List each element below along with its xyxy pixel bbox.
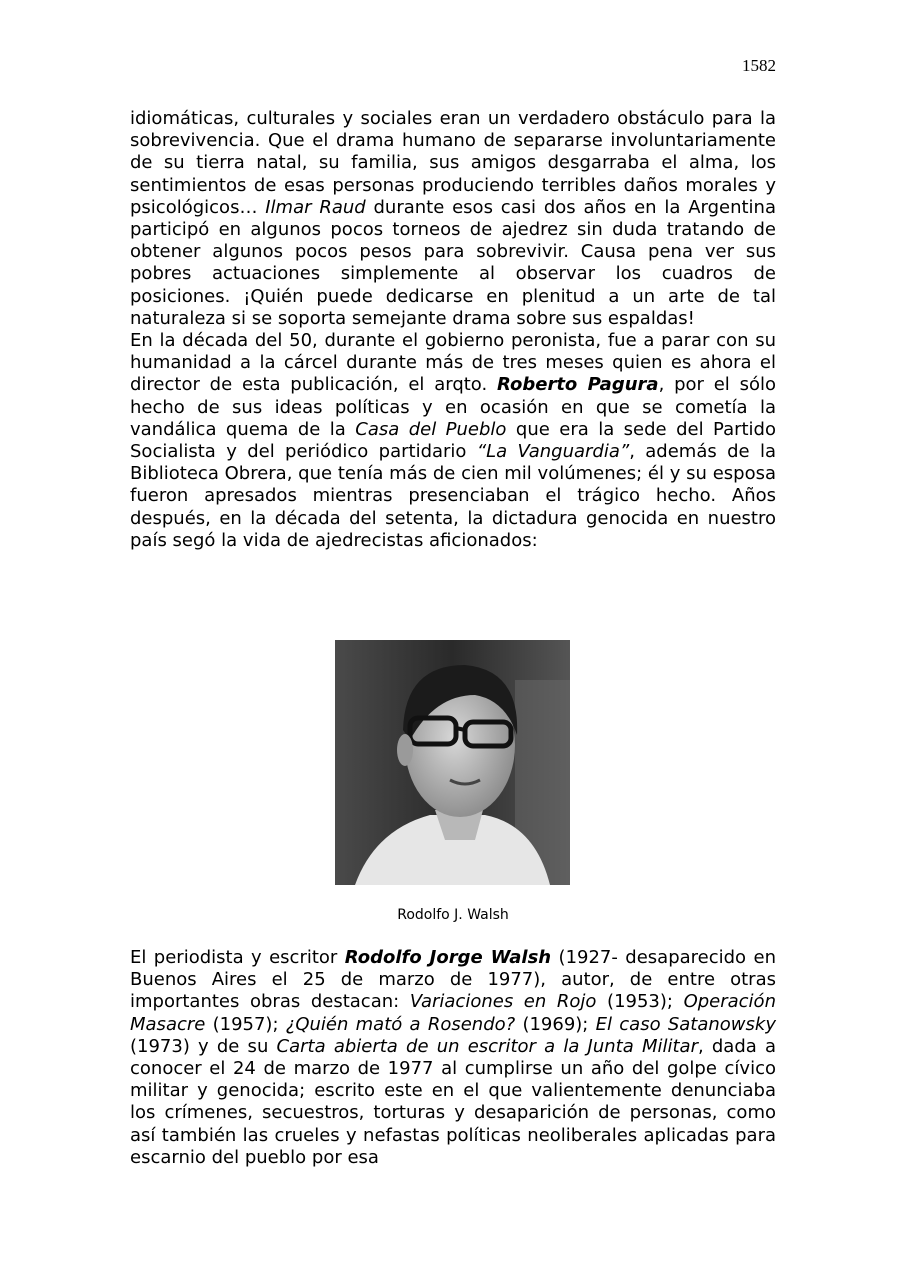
place-name: Casa del Pueblo [355,418,507,440]
paragraph-refugees [130,108,776,552]
work-title: Variaciones en Rojo [409,991,597,1013]
work-title: Carta abierta de un escritor a la Junta Militar [276,1035,698,1057]
text-run: , por el sólo hecho de sus ideas políticas y en ocasión en que se cometía la vandálica quema de la [130,374,776,440]
work-title: ¿Quién mató a Rosendo? [285,1013,516,1035]
work-title: El caso Satanowsky [595,1013,776,1035]
text-run: idiomáticas, culturales y sociales eran un verdadero obstáculo para la sobrevivencia. Que el drama humano de separarse involuntariamente de su tierra natal, su familia, sus amigos desgarraba el alma, los sentimientos de esas personas produciendo terribles daños morales y psicológicos… [130,108,776,218]
page-number: 1582 [742,56,776,75]
person-name: Rodolfo Jorge Walsh [344,947,552,968]
text-run: durante esos casi dos años en la Argentina participó en algunos pocos torneos de ajedrez sin duda tratando de obtener algunos pocos pesos para sobrevivir. Causa pena ver sus pobres actuaciones simplemente al observar los cuadros de posiciones. ¡Quién puede dedicarse en plenitud a un arte de tal naturaleza si se soporta semejante drama sobre sus espaldas! [130,196,776,329]
portrait-illustration [335,640,570,885]
newspaper-name: “La Vanguardia” [476,441,630,463]
text-run: que era la sede del Partido Socialista y del periódico partidario [130,418,776,463]
portrait-photo [335,640,570,885]
text-run: , dada a conocer el 24 de marzo de 1977 al cumplirse un año del golpe cívico militar y genocida; escrito este en el que valientemente denunciaba los crímenes, secuestros, torturas y desaparición de personas, como así también las crueles y nefastas políticas neoliberales aplicadas para escarnio del pueblo por esa [130,1035,777,1168]
photo-caption: Rodolfo J. Walsh [397,907,509,923]
paragraph-walsh [130,947,776,1169]
text-run: En la década del 50, durante el gobierno peronista, fue a parar con su humanidad a la cárcel durante más de tres meses quien es ahora el director de esta publicación, el arqto. [130,330,776,396]
text-run: (1957); [205,1013,286,1035]
text-run: (1973) y de su [130,1035,277,1057]
text-run: (1969); [515,1013,596,1035]
person-name: Roberto Pagura [497,374,659,396]
person-name: Ilmar Raud [265,196,366,218]
work-title: Operación Masacre [130,991,776,1035]
text-run: (1927- desaparecido en Buenos Aires el 25 de marzo de 1977), autor, de entre otras importantes obras destacan: [130,947,776,1013]
text-run: , además de la Biblioteca Obrera, que tenía más de cien mil volúmenes; él y su esposa fueron apresados mientras presenciaban el trágico hecho. Años después, en la década del setenta, la dictadura genocida en nuestro país segó la vida de ajedrecistas aficionados: [130,441,776,551]
text-run: El periodista y escritor [130,947,345,968]
text-run: (1953); [596,991,684,1013]
